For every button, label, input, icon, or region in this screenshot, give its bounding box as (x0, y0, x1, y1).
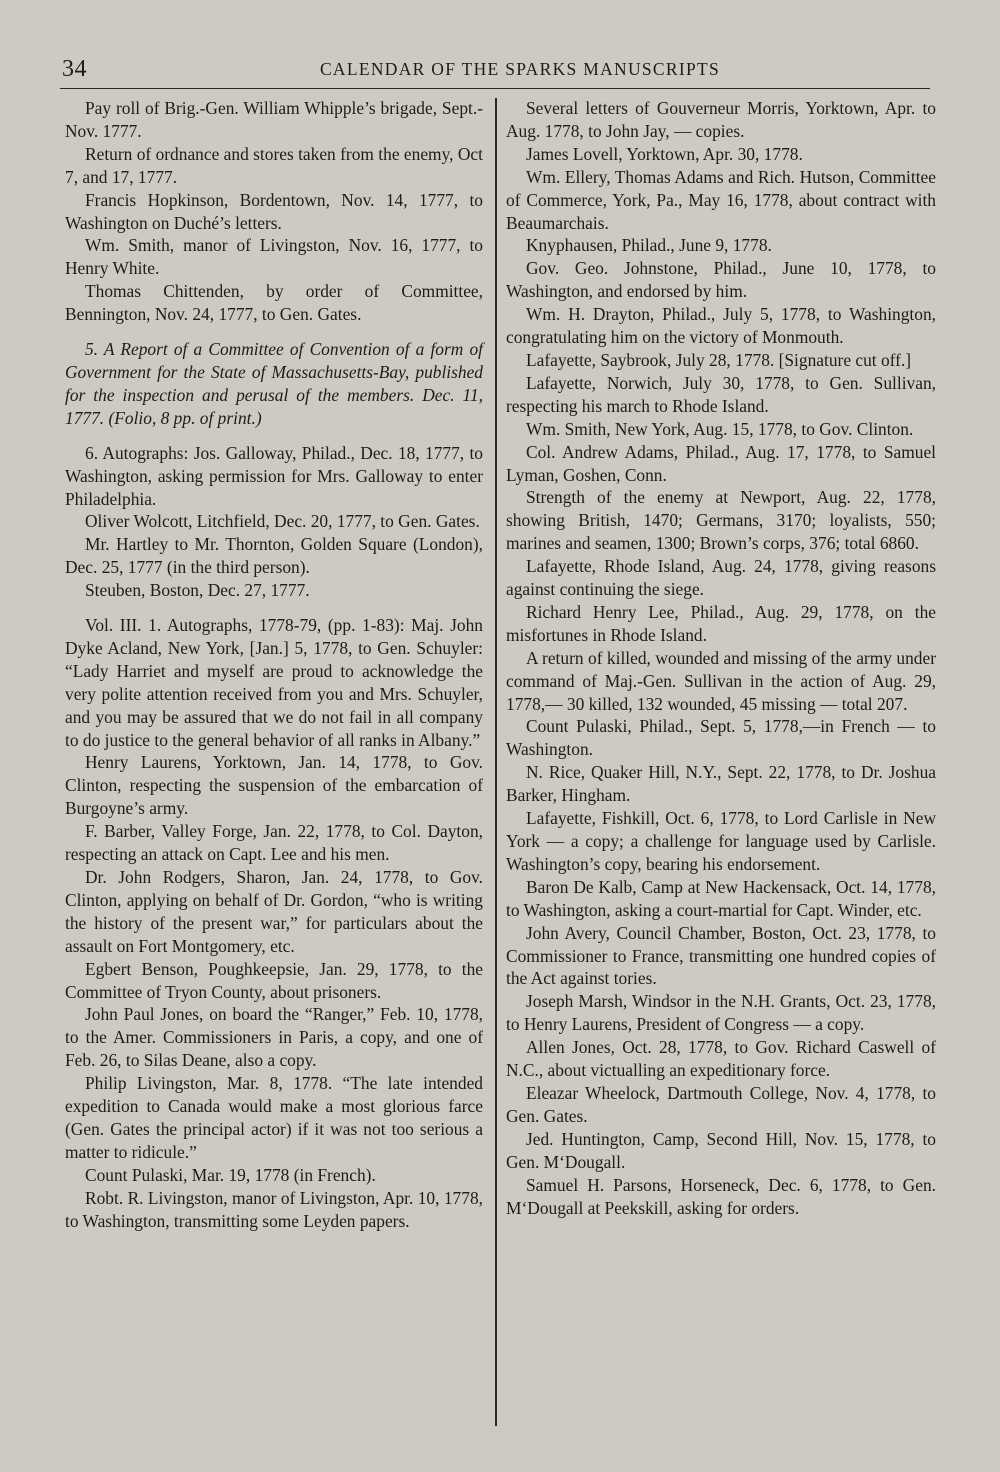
entry: Allen Jones, Oct. 28, 1778, to Gov. Richard Caswell of N.C., about victualling an expeditionary force. (506, 1037, 936, 1081)
entry: Joseph Marsh, Windsor in the N.H. Grants, Oct. 23, 1778, to Henry Laurens, President of Congress — a copy. (506, 991, 936, 1035)
entry: Philip Livingston, Mar. 8, 1778. “The late intended expedition to Canada would make a most glorious farce (Gen. Gates the principal actor) if it was not too serious a matter to ridicule.” (65, 1073, 483, 1162)
entry: Lafayette, Norwich, July 30, 1778, to Gen. Sullivan, respecting his march to Rhode Island. (506, 372, 936, 416)
entry: Richard Henry Lee, Philad., Aug. 29, 1778, on the misfortunes in Rhode Island. (506, 601, 936, 645)
entry: F. Barber, Valley Forge, Jan. 22, 1778, to Col. Dayton, respecting an attack on Capt. Lee and his men. (65, 821, 483, 865)
entry: John Paul Jones, on board the “Ranger,” Feb. 10, 1778, to the Amer. Commissioners in Paris, a copy, and one of Feb. 26, to Silas Deane, also a copy. (65, 1004, 483, 1071)
entry: Knyphausen, Philad., June 9, 1778. (526, 235, 772, 256)
entry: Jed. Huntington, Camp, Second Hill, Nov. 15, 1778, to Gen. M‘Dougall. (506, 1128, 936, 1172)
entry: John Avery, Council Chamber, Boston, Oct. 23, 1778, to Commissioner to France, transmitting one hundred copies of the Act against tories. (506, 922, 936, 989)
entry: Wm. Smith, manor of Livingston, Nov. 16, 1777, to Henry White. (65, 235, 483, 279)
entry: Baron De Kalb, Camp at New Hackensack, Oct. 14, 1778, to Washington, asking a court-martial for Capt. Winder, etc. (506, 876, 936, 920)
entry: Lafayette, Fishkill, Oct. 6, 1778, to Lord Carlisle in New York — a copy; a challenge for language used by Carlisle. Washington’s copy, bearing his endorsement. (506, 808, 936, 874)
entry-volume-heading: Vol. III. 1. Autographs, 1778-79, (pp. 1-83): Maj. John Dyke Acland, New York, [Jan.] 5, 1778, to Gen. Schuyler: “Lady Harriet and myself are proud to acknowledge the very polite attention received from you and Mrs. Schuyler, and you may be assured that we do not fail in all company to do justice to the general behavior of all ranks in Albany.” (65, 615, 483, 750)
entry: N. Rice, Quaker Hill, N.Y., Sept. 22, 1778, to Dr. Joshua Barker, Hingham. (506, 762, 936, 806)
entry: Lafayette, Rhode Island, Aug. 24, 1778, giving reasons against continuing the siege. (506, 556, 936, 600)
entry: Francis Hopkinson, Bordentown, Nov. 14, 1777, to Washington on Duché’s letters. (65, 189, 483, 233)
entry: Count Pulaski, Philad., Sept. 5, 1778,—in French — to Washington. (506, 716, 936, 760)
column-divider (495, 98, 497, 1426)
right-column (506, 97, 936, 1219)
entry: Samuel H. Parsons, Horseneck, Dec. 6, 1778, to Gen. M‘Dougall at Peekskill, asking for orders. (506, 1174, 936, 1218)
entry: Gov. Geo. Johnstone, Philad., June 10, 1778, to Washington, and endorsed by him. (506, 258, 936, 302)
entry: Wm. Smith, New York, Aug. 15, 1778, to Gov. Clinton. (526, 418, 914, 439)
entry: Robt. R. Livingston, manor of Livingston, Apr. 10, 1778, to Washington, transmitting some Leyden papers. (65, 1187, 483, 1231)
entry: Henry Laurens, Yorktown, Jan. 14, 1778, to Gov. Clinton, respecting the suspension of the embarcation of Burgoyne’s army. (65, 752, 483, 819)
running-title: CALENDAR OF THE SPARKS MANUSCRIPTS (319, 59, 721, 79)
entry: Wm. Ellery, Thomas Adams and Rich. Hutson, Committee of Commerce, York, Pa., May 16, 1778, about contract with Beaumarchais. (506, 166, 936, 233)
entry: Eleazar Wheelock, Dartmouth College, Nov. 4, 1778, to Gen. Gates. (506, 1082, 936, 1126)
entry: Pay roll of Brig.-Gen. William Whipple’s brigade, Sept.-Nov. 1777. (65, 98, 483, 141)
entry: Col. Andrew Adams, Philad., Aug. 17, 1778, to Samuel Lyman, Goshen, Conn. (506, 441, 936, 485)
entry: James Lovell, Yorktown, Apr. 30, 1778. (526, 143, 803, 164)
entry: Wm. H. Drayton, Philad., July 5, 1778, to Washington, congratulating him on the victory of Monmouth. (506, 304, 936, 348)
page-number: 34 (62, 56, 87, 82)
entry: Strength of the enemy at Newport, Aug. 22, 1778, showing British, 1470; Germans, 3170; loyalists, 550; marines and seamen, 1300; Brown’s corps, 376; total 6860. (506, 487, 936, 554)
entry: Several letters of Gouverneur Morris, Yorktown, Apr. to Aug. 1778, to John Jay, — copies. (506, 98, 936, 141)
entry: Thomas Chittenden, by order of Committee, Bennington, Nov. 24, 1777, to Gen. Gates. (65, 281, 483, 325)
entry: Return of ordnance and stores taken from the enemy, Oct 7, and 17, 1777. (65, 143, 483, 187)
entry: Count Pulaski, Mar. 19, 1778 (in French). (85, 1164, 376, 1185)
page-header (60, 52, 930, 89)
entry: Egbert Benson, Poughkeepsie, Jan. 29, 1778, to the Committee of Tryon County, about prisoners. (65, 958, 483, 1002)
entry: Steuben, Boston, Dec. 27, 1777. (85, 580, 310, 601)
entry: Dr. John Rodgers, Sharon, Jan. 24, 1778, to Gov. Clinton, applying on behalf of Dr. Gordon, “who is writing the history of the present war,” for particulars about the assault on Fort Montgomery, etc. (65, 867, 483, 956)
entry: Mr. Hartley to Mr. Thornton, Golden Square (London), Dec. 25, 1777 (in the third person). (65, 534, 483, 578)
left-column (65, 97, 483, 1233)
entry: Lafayette, Saybrook, July 28, 1778. [Signature cut off.] (526, 349, 912, 370)
entry: A return of killed, wounded and missing of the army under command of Maj.-Gen. Sullivan in the action of Aug. 29, 1778,— 30 killed, 132 wounded, 45 missing — total 207. (506, 647, 936, 714)
entry: Oliver Wolcott, Litchfield, Dec. 20, 1777, to Gen. Gates. (85, 511, 480, 532)
entry: 6. Autographs: Jos. Galloway, Philad., Dec. 18, 1777, to Washington, asking permission for Mrs. Galloway to enter Philadelphia. (65, 442, 483, 509)
entry-report-title: 5. A Report of a Committee of Convention of a form of Government for the State of Massachusetts-Bay, published for the inspection and perusal of the members. Dec. 11, 1777. (Folio, 8 pp. of print.) (65, 339, 483, 428)
